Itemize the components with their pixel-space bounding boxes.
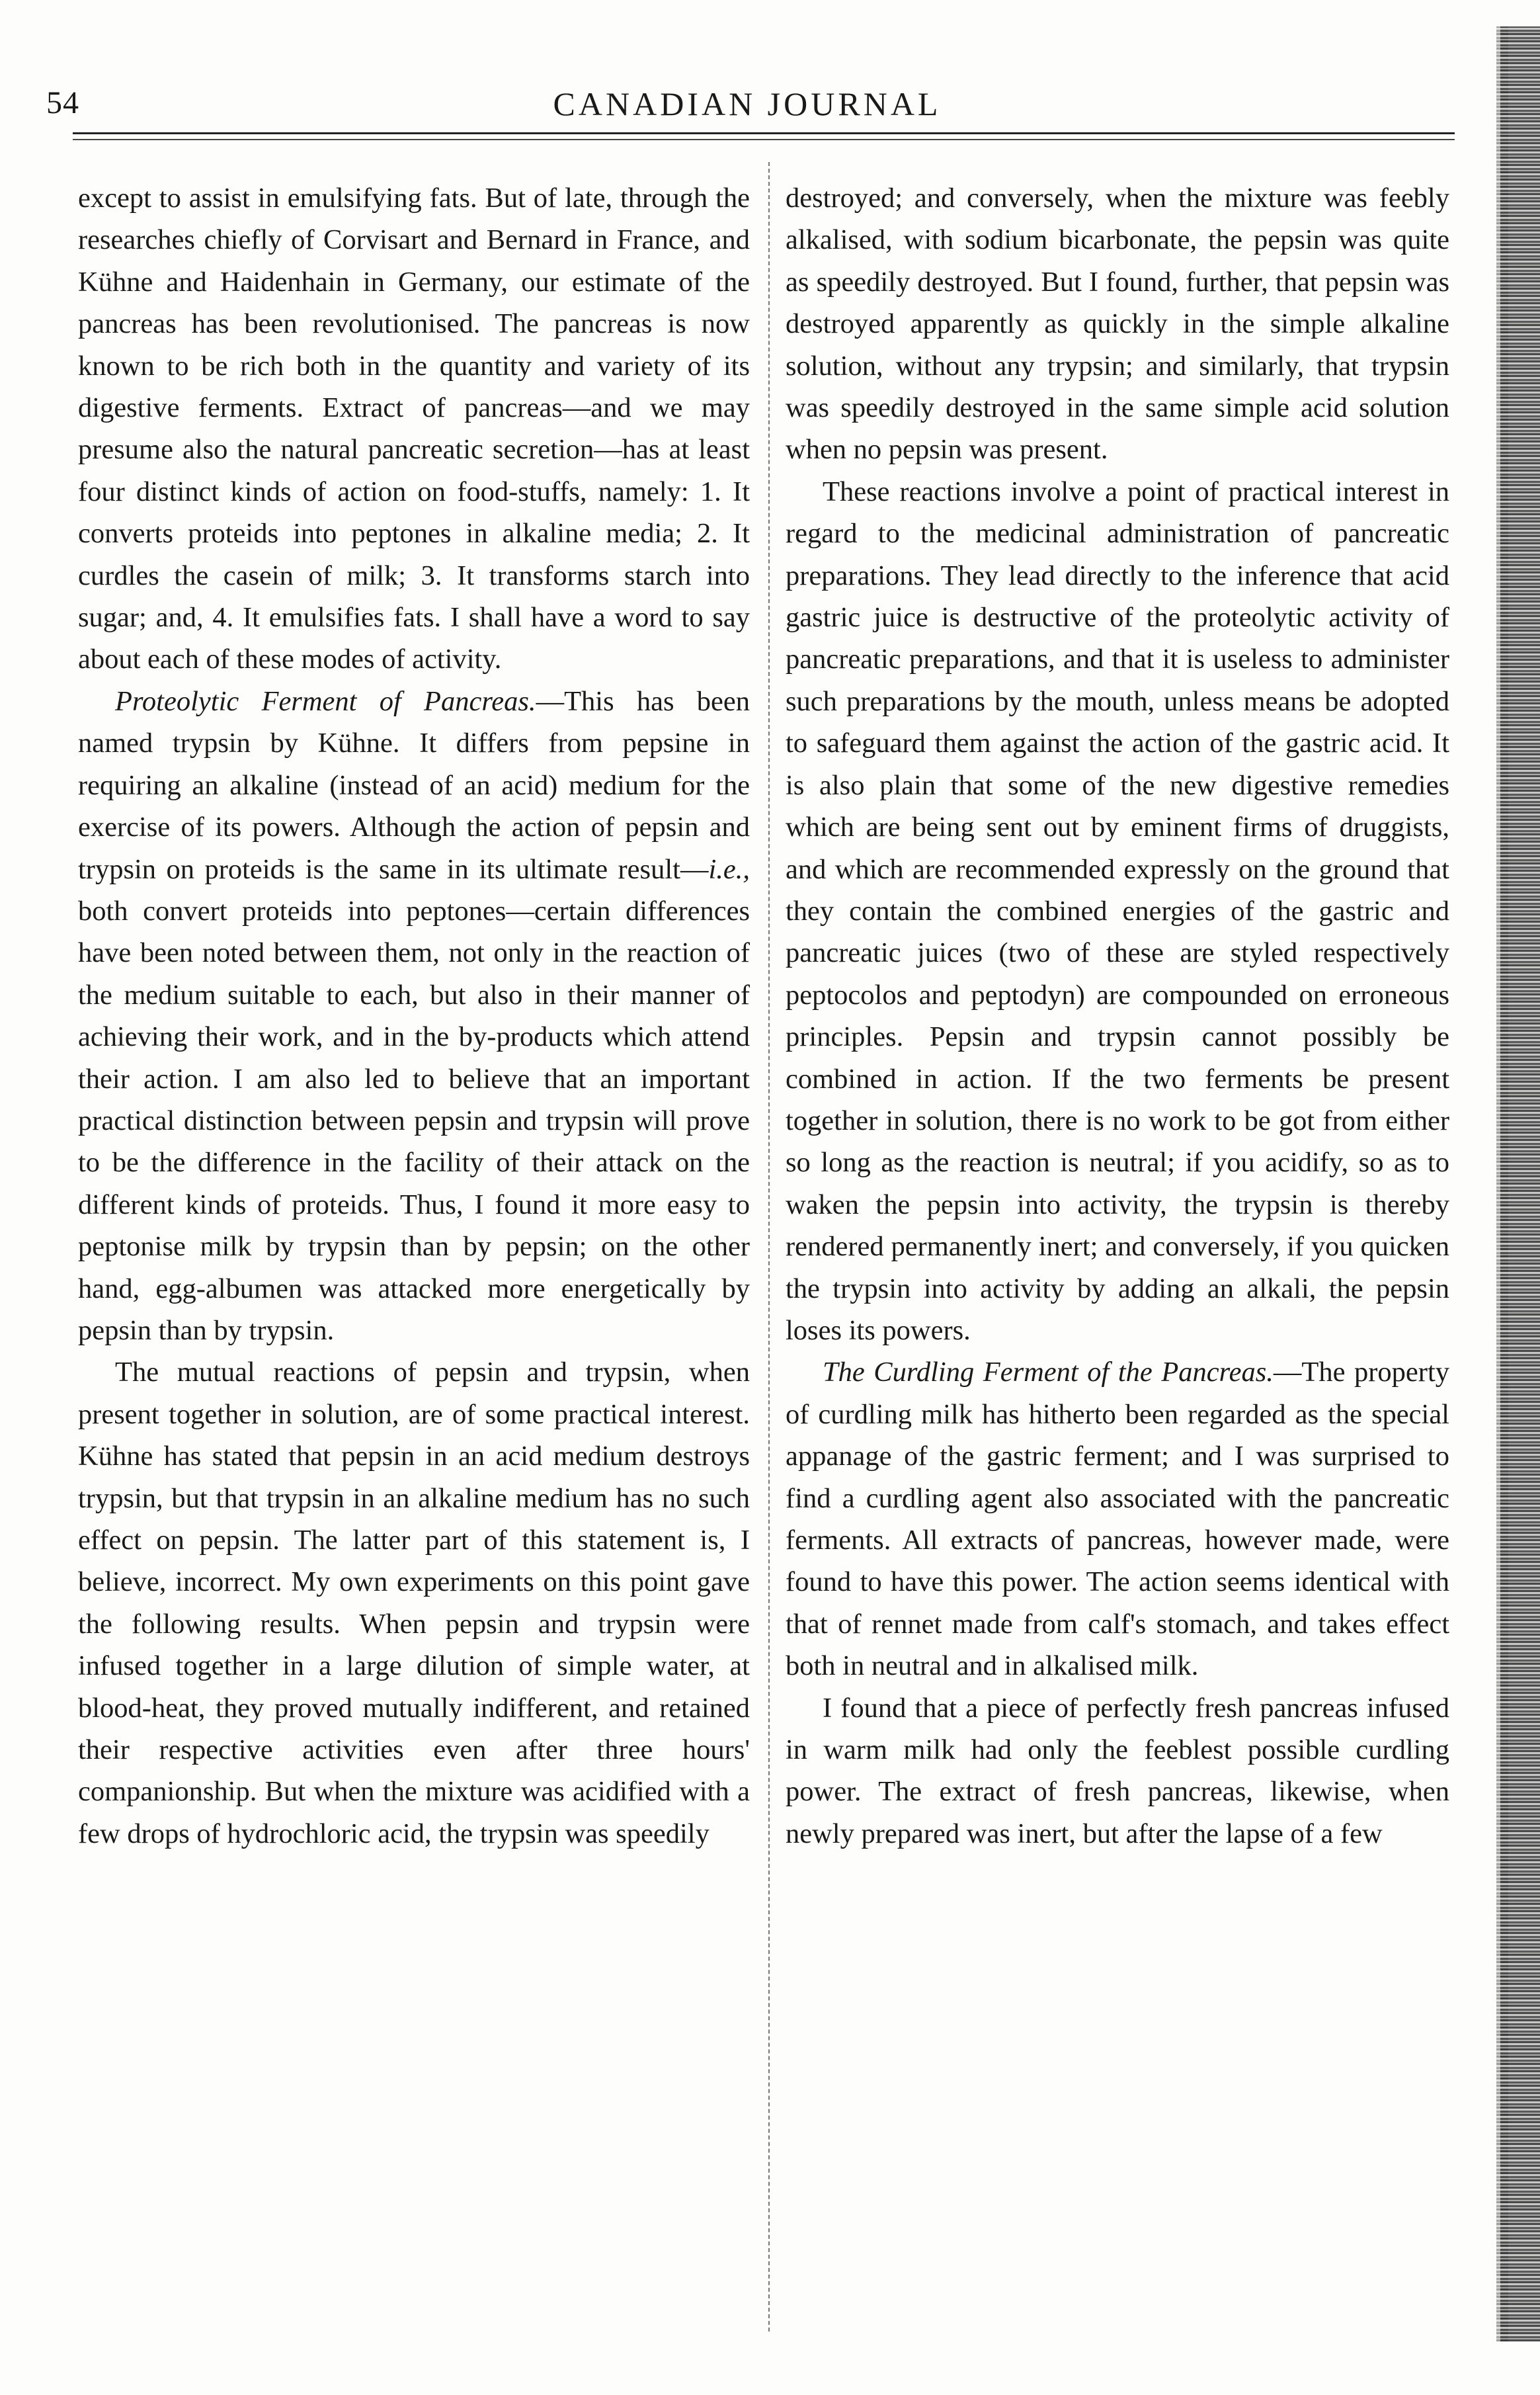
proteolytic-text: —This has been named trypsin by Kühne. It differs from pepsine in requiring an alkaline (instead of an acid) medium for the exercise of its powers. Although the action of pepsin and trypsin on proteids is the same in its ultimate result— bbox=[78, 685, 750, 885]
section-heading-proteolytic: Proteolytic Ferment of Pancreas. bbox=[115, 685, 536, 717]
left-paragraph-proteolytic bbox=[78, 681, 750, 1352]
left-paragraph-1: except to assist in emulsifying fats. But of late, through the researches chiefly of Corvisart and Bernard in France, and Kühne and Haidenhain in Germany, our estimate of the pancreas has been revolutionised. The pancreas is now known to be rich both in the quantity and variety of its digestive ferments. Extract of pancreas—and we may presume also the natural pancreatic secretion—has at least four distinct kinds of action on food-stuffs, namely: 1. It converts proteids into peptones in alkaline media; 2. It curdles the casein of milk; 3. It transforms starch into sugar; and, 4. It emulsifies fats. I shall have a word to say about each of these modes of activity. bbox=[78, 183, 750, 675]
binding-edge-shadow bbox=[1496, 26, 1508, 2341]
right-paragraph-1: destroyed; and conversely, when the mixture was feebly alkalised, with sodium bicarbonate, the pepsin was quite as speedily destroyed. But I found, further, that pepsin was destroyed apparently as quickly in the simple alkaline solution, without any trypsin; and similarly, that trypsin was speedily destroyed in the same simple acid solution when no pepsin was present. bbox=[786, 183, 1449, 466]
proteolytic-text-continued: both convert proteids into peptones—certain differences have been noted between them, not only in the reaction of the medium suitable to each, but also in their manner of achieving their work, and in the by-products which attend their action. I am also led to believe that an important practical distinction between pepsin and trypsin will prove to be the difference in the facility of their attack on the different kinds of proteids. Thus, I found it more easy to peptonise milk by trypsin than by pepsin; on the other hand, egg-albumen was attacked more energetically by pepsin than by trypsin. bbox=[78, 895, 750, 1346]
journal-title: CANADIAN JOURNAL bbox=[553, 85, 942, 122]
right-paragraph-reactions: These reactions involve a point of practical interest in regard to the medicinal administration of pancreatic preparations. They lead directly to the inference that acid gastric juice is destructive of the proteolytic activity of pancreatic preparations, and that it is useless to administer such preparations by the mouth, unless means be adopted to safeguard them against the action of the gastric acid. It is also plain that some of the new digestive remedies which are being sent out by eminent firms of druggists, and which are recommended expressly on the ground that they contain the combined energies of the gastric and pancreatic juices (two of these are styled respectively peptocolos and peptodyn) are compounded on erroneous principles. Pepsin and trypsin cannot possibly be combined in action. If the two ferments be present together in solution, there is no work to be got from either so long as the reaction is neutral; if you acidify, so as to waken the pepsin into activity, the trypsin is thereby rendered permanently inert; and conversely, if you quicken the trypsin into activity by adding an alkali, the pepsin loses its powers. bbox=[786, 476, 1449, 1346]
left-column bbox=[78, 177, 750, 1855]
right-paragraph-curdling bbox=[786, 1351, 1449, 1687]
right-column bbox=[786, 177, 1449, 1855]
ie-abbreviation: i.e., bbox=[708, 853, 750, 885]
right-paragraph-fresh-pancreas: I found that a piece of perfectly fresh pancreas infused in warm milk had only the feeblest possible curdling power. The extract of fresh pancreas, likewise, when newly prepared was inert, but after the lapse of a few bbox=[786, 1692, 1449, 1849]
curdling-text: —The property of curdling milk has hitherto been regarded as the special appanage of the gastric ferment; and I was surprised to find a curdling agent also associated with the pancreatic ferments. All extracts of pancreas, however made, were found to have this power. The action seems identical with that of rennet made from calf's stomach, and takes effect both in neutral and in alkalised milk. bbox=[786, 1357, 1449, 1682]
page-number: 54 bbox=[46, 85, 79, 120]
column-divider bbox=[768, 162, 770, 2332]
left-paragraph-mutual-reactions: The mutual reactions of pepsin and trypsin, when present together in solution, are of some practical interest. Kühne has stated that pepsin in an acid medium destroys trypsin, but that trypsin in an alkaline medium has no such effect on pepsin. The latter part of this statement is, I believe, incorrect. My own experiments on this point gave the following results. When pepsin and trypsin were infused together in a large dilution of simple water, at blood-heat, they proved mutually indifferent, and retained their respective activities even after three hours' companionship. But when the mixture was acidified with a few drops of hydrochloric acid, the trypsin was speedily bbox=[78, 1357, 750, 1849]
section-heading-curdling: The Curdling Ferment of the Pancreas. bbox=[823, 1357, 1274, 1388]
header-rule-lower bbox=[73, 139, 1455, 140]
header-rule bbox=[73, 132, 1455, 134]
running-head bbox=[46, 85, 1448, 138]
